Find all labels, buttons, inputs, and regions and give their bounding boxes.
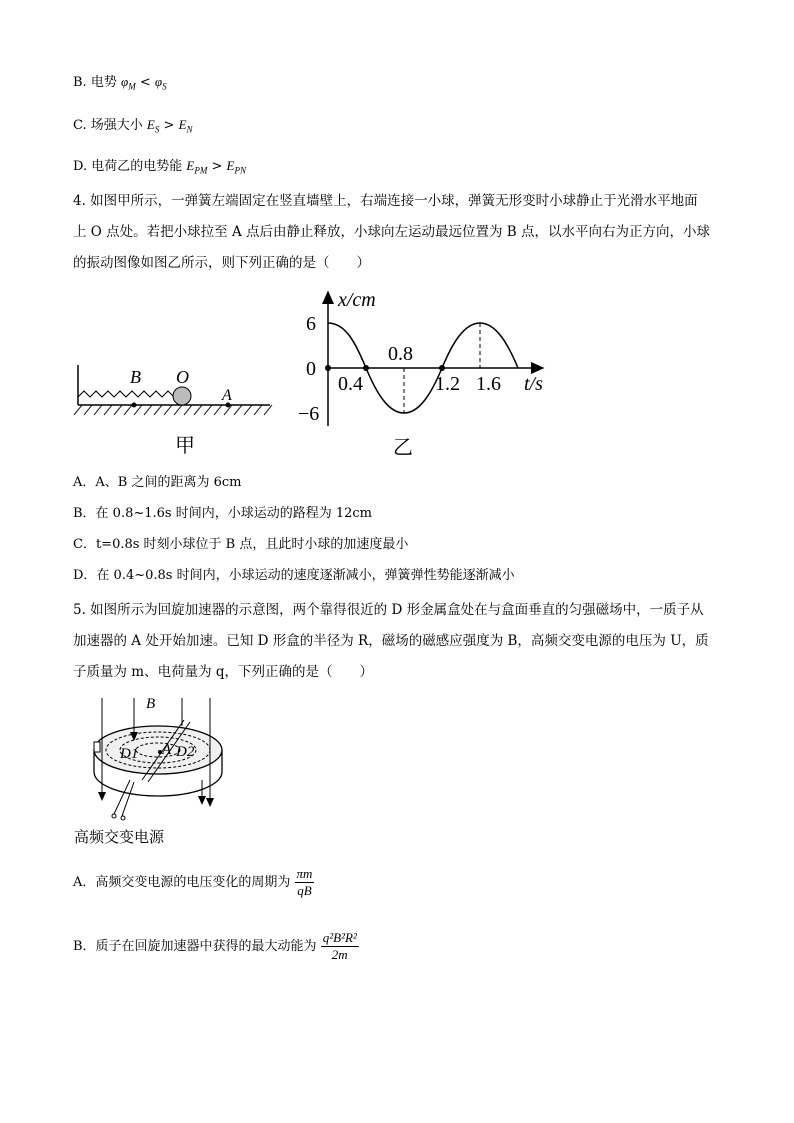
option-text: B．质子在回旋加速器中获得的最大动能为 [73, 939, 317, 954]
stem-line: 子质量为 m、电荷量为 q，下列正确的是（ ） [73, 664, 374, 680]
phi-m: $\varphi_M$ [120, 74, 136, 92]
xtick-1-2: 1.2 [435, 373, 460, 395]
fraction [321, 930, 359, 963]
option-d-energy [73, 157, 246, 180]
label-d1: D1 [120, 746, 139, 762]
e-pn: $E_{PN}$ [226, 158, 246, 176]
dot-0-4 [363, 365, 369, 371]
caption-yi: 乙 [393, 437, 413, 458]
q4-option-a: A．A、B 之间的距离为 6cm [73, 475, 242, 490]
q5-option-a [73, 866, 314, 899]
relation: > [211, 159, 223, 174]
phi-s: $\varphi_S$ [154, 74, 167, 92]
relation: < [139, 75, 151, 90]
label-d2: D2 [176, 744, 195, 760]
option-label: B. [73, 75, 87, 90]
x-label: t/s [524, 373, 543, 395]
figure-caption: 高频交变电源 [74, 830, 165, 846]
fraction [295, 866, 315, 899]
numerator: q²B²R² [322, 930, 357, 945]
spring [78, 391, 174, 397]
question-5-stem [73, 595, 733, 688]
ball [173, 387, 191, 405]
option-text: 电荷乙的电势能 [91, 159, 183, 174]
q4-option-c: C．t=0.8s 时刻小球位于 B 点，且此时小球的加速度最小 [73, 537, 409, 552]
option-text: A．高频交变电源的电压变化的周期为 [73, 875, 291, 890]
option-label: D. [73, 159, 88, 174]
origin-dot [325, 365, 331, 371]
stem-line: 5. 如图所示为回旋加速器的示意图，两个靠得很近的 D 形金属盒处在与盒面垂直的匀强磁场中，一质子从 [73, 602, 704, 618]
figure-jia [70, 355, 280, 455]
option-b-potential [73, 73, 167, 96]
relation: > [163, 118, 175, 133]
denominator: 2m [331, 947, 348, 962]
disc-top [94, 726, 222, 774]
xtick-1-6: 1.6 [476, 373, 501, 395]
ytick-6: 6 [306, 313, 316, 335]
figure-yi [298, 286, 558, 458]
option-text: 场强大小 [90, 118, 143, 133]
ytick-0: 0 [306, 358, 316, 380]
y-label: x/cm [338, 289, 376, 311]
stem-line: 4. 如图甲所示，一弹簧左端固定在竖直墙壁上，右端连接一小球，弹簧无形变时小球静止于光滑水平地面 [73, 193, 698, 209]
q5-option-b [73, 930, 359, 963]
e-s: $E_S$ [146, 117, 160, 135]
cyclotron-figure [74, 690, 244, 848]
label-b: B [130, 367, 141, 387]
stem-line: 的振动图像如图乙所示，则下列正确的是（ ） [73, 255, 370, 271]
option-c-field [73, 116, 193, 139]
ytick-neg6: −6 [298, 403, 320, 425]
label-o: O [176, 367, 189, 387]
numerator: πm [296, 866, 313, 881]
stem-line: 上 O 点处。若把小球拉至 A 点后由静止释放，小球向左运动最远位置为 B 点，以水平向右为正方向，小球 [73, 224, 710, 240]
label-a: A [222, 387, 232, 404]
label-a: A [162, 742, 172, 758]
xtick-0-8: 0.8 [388, 343, 413, 365]
denominator: qB [297, 883, 312, 898]
question-4-stem [73, 186, 733, 279]
q4-option-d: D．在 0.4~0.8s 时间内，小球运动的速度逐渐减小，弹簧弹性势能逐渐减小 [73, 568, 515, 583]
dot-1-2 [439, 365, 445, 371]
option-label: C. [73, 118, 87, 133]
xtick-0-4: 0.4 [338, 373, 363, 395]
e-pm: $E_{PM}$ [186, 158, 208, 176]
stem-line: 加速器的 A 处开始加速。已知 D 形盒的半径为 R，磁场的磁感应强度为 B，高频交变电源的电压为 U，质 [73, 633, 709, 649]
option-text: 电势 [90, 75, 117, 90]
caption-jia: 甲 [175, 435, 195, 455]
label-b: B [146, 696, 156, 712]
point-b [132, 403, 137, 408]
e-n: $E_N$ [178, 117, 193, 135]
q4-option-b: B．在 0.8~1.6s 时间内，小球运动的路程为 12cm [73, 506, 373, 521]
